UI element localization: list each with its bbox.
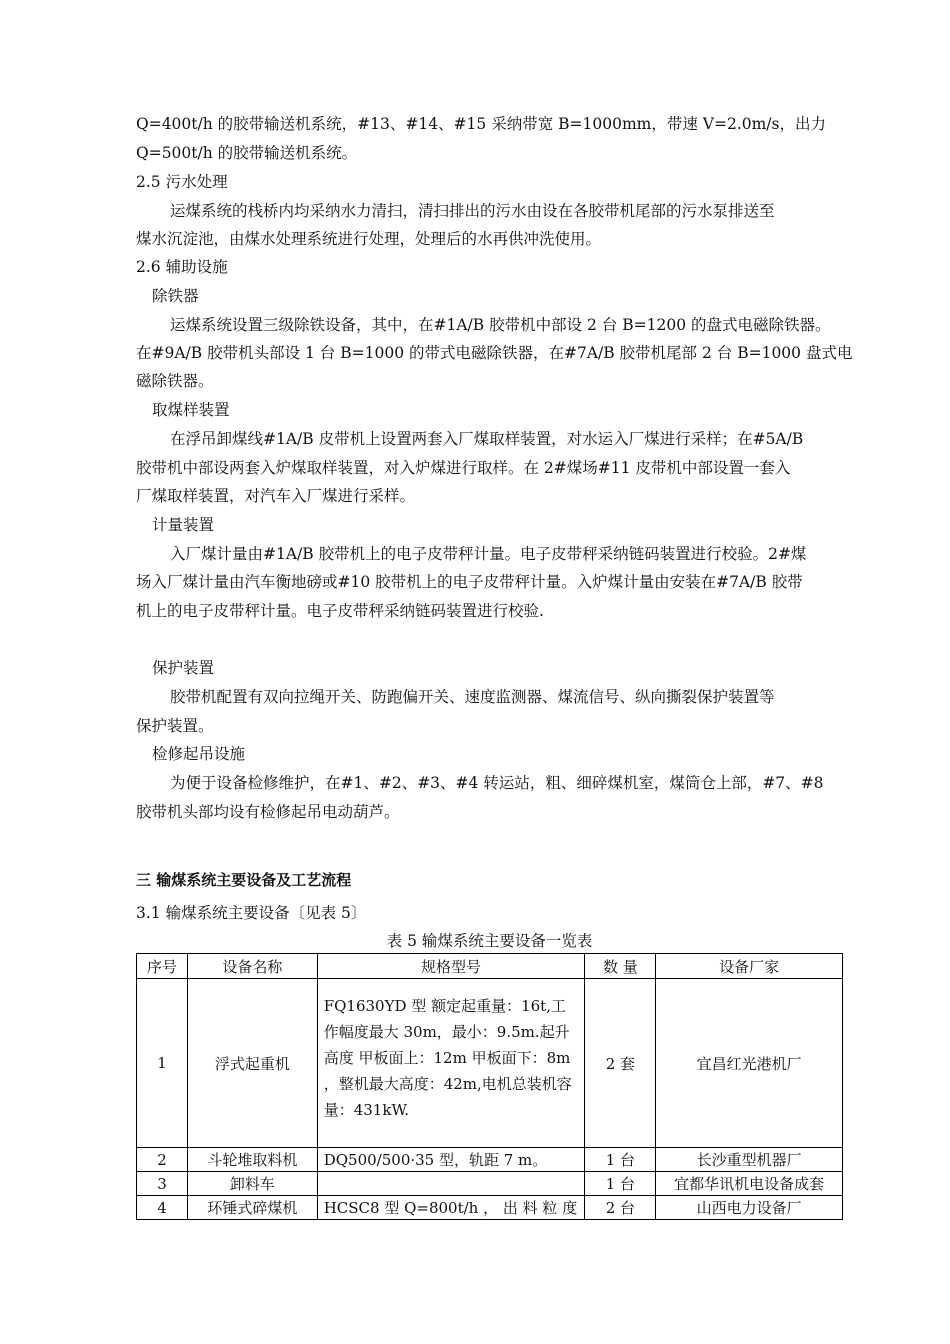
cell-spec: FQ1630YD 型 额定起重量：16t,工作幅度最大 30m，最小：9.5m.起升高度 甲板面上：12m 甲板面下：8m ，整机最大高度：42m,电机总装机容量：431kW. bbox=[317, 979, 585, 1148]
paragraph-line: 胶带机头部均设有检修起吊电动葫芦。 bbox=[136, 803, 400, 821]
table-row bbox=[137, 1172, 843, 1196]
paragraph-line: 运煤系统设置三级除铁设备，其中，在#1A/B 胶带机中部设 2 台 B=1200 的盘式电磁除铁器。 bbox=[170, 316, 831, 334]
cell-no: 3 bbox=[137, 1172, 188, 1196]
section-heading-3-1: 3.1 输煤系统主要设备〔见表 5〕 bbox=[136, 904, 367, 922]
cell-spec: DQ500/500·35 型，轨距 7 m。 bbox=[317, 1148, 585, 1172]
subheading-hoisting: 检修起吊设施 bbox=[152, 745, 246, 763]
cell-maker: 长沙重型机器厂 bbox=[656, 1148, 843, 1172]
paragraph-line: 保护装置。 bbox=[136, 717, 214, 735]
table-caption: 表 5 输煤系统主要设备一览表 bbox=[386, 932, 593, 950]
subheading-sampling: 取煤样装置 bbox=[152, 401, 230, 419]
table-row bbox=[137, 1148, 843, 1172]
paragraph-line: 机上的电子皮带秤计量。电子皮带秤采纳链码装置进行校验. bbox=[136, 602, 544, 620]
table-header-row bbox=[137, 954, 843, 979]
cell-no: 4 bbox=[137, 1196, 188, 1220]
paragraph-line: Q=400t/h 的胶带输送机系统，#13、#14、#15 采纳带宽 B=1000mm，带速 V=2.0m/s，出力 bbox=[136, 115, 826, 133]
paragraph-line: 为便于设备检修维护，在#1、#2、#3、#4 转运站，粗、细碎煤机室，煤筒仓上部，#7、#8 bbox=[170, 774, 824, 792]
paragraph-line: 胶带机配置有双向拉绳开关、防跑偏开关、速度监测器、煤流信号、纵向撕裂保护装置等 bbox=[170, 688, 775, 706]
header-spec: 规格型号 bbox=[317, 954, 585, 979]
subheading-metering: 计量装置 bbox=[152, 516, 215, 534]
table-row bbox=[137, 1196, 843, 1220]
cell-maker: 宜昌红光港机厂 bbox=[656, 979, 843, 1148]
section-heading-2-6: 2.6 辅助设施 bbox=[136, 258, 228, 276]
cell-qty: 2 套 bbox=[585, 979, 656, 1148]
header-maker: 设备厂家 bbox=[656, 954, 843, 979]
cell-qty: 1 台 bbox=[585, 1172, 656, 1196]
cell-maker: 宜都华讯机电设备成套 bbox=[656, 1172, 843, 1196]
cell-qty: 2 台 bbox=[585, 1196, 656, 1220]
cell-spec bbox=[317, 1172, 585, 1196]
paragraph-line: 胶带机中部设两套入炉煤取样装置，对入炉煤进行取样。在 2#煤场#11 皮带机中部设置一套入 bbox=[136, 459, 791, 477]
paragraph-line: 场入厂煤计量由汽车衡地磅或#10 胶带机上的电子皮带秤计量。入炉煤计量由安装在#7A/B 胶带 bbox=[136, 573, 803, 591]
equipment-table bbox=[136, 953, 843, 1220]
paragraph-line: 厂煤取样装置，对汽车入厂煤进行采样。 bbox=[136, 487, 416, 505]
header-qty: 数 量 bbox=[585, 954, 656, 979]
cell-spec: HCSC8 型 Q=800t/h ， 出 料 粒 度 bbox=[317, 1196, 585, 1220]
header-no: 序号 bbox=[137, 954, 188, 979]
paragraph-line: 入厂煤计量由#1A/B 胶带机上的电子皮带秤计量。电子皮带秤采纳链码装置进行校验。2#煤 bbox=[170, 545, 807, 563]
paragraph-line: 在浮吊卸煤线#1A/B 皮带机上设置两套入厂煤取样装置，对水运入厂煤进行采样；在#5A/B bbox=[170, 430, 804, 448]
subheading-iron-remover: 除铁器 bbox=[152, 287, 199, 305]
section-heading-2-5: 2.5 污水处理 bbox=[136, 173, 228, 191]
cell-name: 斗轮堆取料机 bbox=[187, 1148, 317, 1172]
paragraph-line: Q=500t/h 的胶带输送机系统。 bbox=[136, 144, 358, 162]
cell-maker: 山西电力设备厂 bbox=[656, 1196, 843, 1220]
cell-name: 浮式起重机 bbox=[187, 979, 317, 1148]
paragraph-line: 运煤系统的栈桥内均采纳水力清扫，清扫排出的污水由设在各胶带机尾部的污水泵排送至 bbox=[170, 202, 775, 220]
paragraph-line: 在#9A/B 胶带机头部设 1 台 B=1000 的带式电磁除铁器，在#7A/B 胶带机尾部 2 台 B=1000 盘式电 bbox=[136, 344, 853, 362]
paragraph-line: 煤水沉淀池，由煤水处理系统进行处理，处理后的水再供冲洗使用。 bbox=[136, 230, 602, 248]
cell-no: 2 bbox=[137, 1148, 188, 1172]
header-name: 设备名称 bbox=[187, 954, 317, 979]
subheading-protection: 保护装置 bbox=[152, 659, 215, 677]
cell-no: 1 bbox=[137, 979, 188, 1148]
cell-name: 卸料车 bbox=[187, 1172, 317, 1196]
cell-qty: 1 台 bbox=[585, 1148, 656, 1172]
cell-name: 环锤式碎煤机 bbox=[187, 1196, 317, 1220]
chapter-heading-3: 三 输煤系统主要设备及工艺流程 bbox=[136, 871, 352, 889]
paragraph-line: 磁除铁器。 bbox=[136, 372, 214, 390]
table-row bbox=[137, 979, 843, 1148]
